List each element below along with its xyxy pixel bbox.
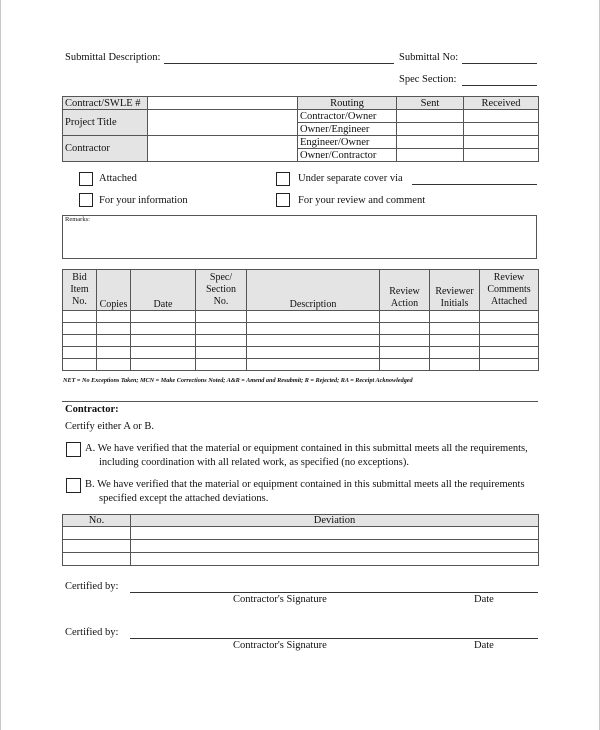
option-b-checkbox[interactable] — [66, 478, 81, 493]
separate-cover-label: Under separate cover via — [298, 173, 403, 184]
description-header: Description — [247, 270, 380, 311]
table-row — [63, 311, 539, 323]
contractor-label: Contractor — [63, 136, 148, 162]
section-divider — [62, 401, 538, 402]
project-title-field[interactable] — [148, 110, 298, 136]
received-cell[interactable] — [464, 123, 539, 136]
spec-section-header: Spec/ Section No. — [196, 270, 247, 311]
deviation-header: Deviation — [131, 515, 539, 527]
table-row — [63, 553, 539, 566]
option-b-text-cont: specified except the attached deviations. — [99, 493, 269, 504]
route-item: Owner/Engineer — [298, 123, 397, 136]
routing-header: Routing — [298, 97, 397, 110]
option-b-text: B. We have verified that the material or equipment contained in this submittal meets all the requirements — [85, 479, 525, 490]
status-legend: NET = No Exceptions Taken; MCN = Make Corrections Noted; A&R = Amend and Resubmit; R = Rejected; RA = Receipt Acknowledged — [63, 377, 413, 384]
certified-by-label: Certified by: — [65, 581, 119, 592]
submittal-no-label: Submittal No: — [399, 52, 459, 63]
received-cell[interactable] — [464, 149, 539, 162]
remarks-label: Remarks: — [65, 216, 90, 223]
deviation-table — [62, 514, 539, 566]
certify-text: Certify either A or B. — [65, 421, 154, 432]
received-header: Received — [464, 97, 539, 110]
signature-line[interactable] — [130, 592, 538, 593]
signature-line[interactable] — [130, 638, 538, 639]
sent-cell[interactable] — [397, 110, 464, 123]
sent-cell[interactable] — [397, 136, 464, 149]
option-a-text: A. We have verified that the material or equipment contained in this submittal meets all the requirements, — [85, 443, 528, 454]
received-cell[interactable] — [464, 110, 539, 123]
option-a-checkbox[interactable] — [66, 442, 81, 457]
contract-field[interactable] — [148, 97, 298, 110]
signature-label: Contractor's Signature — [233, 594, 327, 605]
review-comments-header: Review Comments Attached — [480, 270, 539, 311]
for-review-label: For your review and comment — [298, 195, 426, 206]
attached-checkbox[interactable] — [79, 172, 93, 186]
received-cell[interactable] — [464, 136, 539, 149]
submittal-no-field[interactable] — [462, 63, 537, 64]
sent-cell[interactable] — [397, 149, 464, 162]
option-a-text-cont: including coordination with all related work, as specified (no exceptions). — [99, 457, 409, 468]
table-row — [63, 359, 539, 371]
routing-table — [62, 96, 539, 162]
spec-section-field[interactable] — [462, 85, 537, 86]
date-header: Date — [131, 270, 196, 311]
spec-section-label: Spec Section: — [399, 74, 457, 85]
contract-label: Contract/SWLE # — [63, 97, 148, 110]
signature-label: Contractor's Signature — [233, 640, 327, 651]
sent-header: Sent — [397, 97, 464, 110]
route-item: Contractor/Owner — [298, 110, 397, 123]
table-row — [63, 335, 539, 347]
project-title-label: Project Title — [63, 110, 148, 136]
copies-header: Copies — [97, 270, 131, 311]
deviation-no-header: No. — [63, 515, 131, 527]
contractor-field[interactable] — [148, 136, 298, 162]
certified-by-label: Certified by: — [65, 627, 119, 638]
route-item: Engineer/Owner — [298, 136, 397, 149]
table-row — [63, 323, 539, 335]
table-row — [63, 540, 539, 553]
reviewer-initials-header: Reviewer Initials — [430, 270, 480, 311]
for-review-checkbox[interactable] — [276, 193, 290, 207]
contractor-section-title: Contractor: — [65, 404, 119, 415]
submittal-description-label: Submittal Description: — [65, 52, 161, 63]
remarks-box[interactable] — [62, 215, 537, 259]
route-item: Owner/Contractor — [298, 149, 397, 162]
separate-cover-checkbox[interactable] — [276, 172, 290, 186]
date-label: Date — [474, 640, 494, 651]
table-row — [63, 347, 539, 359]
attached-label: Attached — [99, 173, 137, 184]
items-table — [62, 269, 539, 371]
sent-cell[interactable] — [397, 123, 464, 136]
table-row — [63, 527, 539, 540]
review-action-header: Review Action — [380, 270, 430, 311]
for-information-checkbox[interactable] — [79, 193, 93, 207]
separate-cover-field[interactable] — [412, 184, 537, 185]
bid-item-header: Bid Item No. — [63, 270, 97, 311]
date-label: Date — [474, 594, 494, 605]
for-information-label: For your information — [99, 195, 188, 206]
submittal-description-field[interactable] — [164, 63, 394, 64]
